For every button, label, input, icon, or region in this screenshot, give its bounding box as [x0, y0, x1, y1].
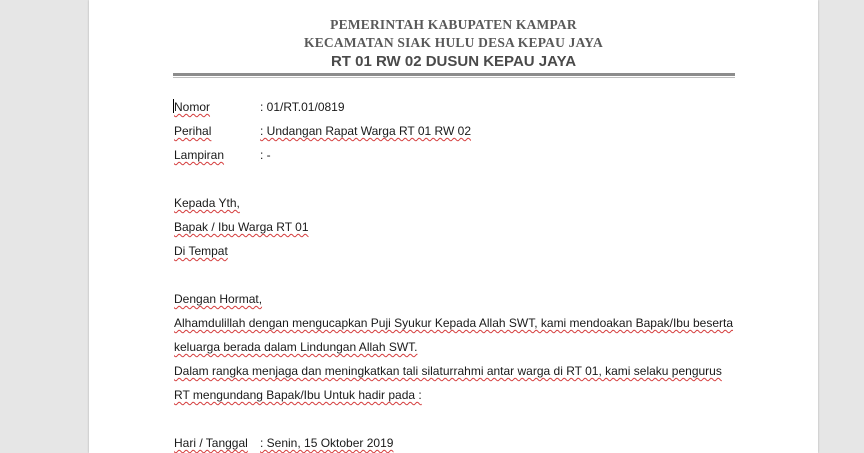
- recipient-line-1: Kepada Yth,: [174, 196, 240, 210]
- letterhead-line-1: PEMERINTAH KABUPATEN KAMPAR: [330, 17, 577, 32]
- paragraph-2-line-2: RT mengundang Bapak/Ibu Untuk hadir pada :: [174, 388, 422, 402]
- perihal-label: Perihal: [174, 124, 212, 138]
- paragraph-1-line-1: Alhamdulillah dengan mengucapkan Puji Syukur Kepada Allah SWT, kami mendoakan Bapak/Ibu beserta: [174, 316, 734, 330]
- letterhead-rule-thick: [173, 73, 735, 76]
- date-label: Hari / Tanggal: [174, 436, 248, 450]
- nomor-row: [174, 100, 345, 114]
- greeting: Dengan Hormat,: [174, 292, 263, 306]
- recipient-line-2: Bapak / Ibu Warga RT 01: [174, 220, 309, 234]
- lampiran-value: : -: [260, 148, 271, 162]
- letterhead-line-3: RT 01 RW 02 DUSUN KEPAU JAYA: [330, 53, 577, 70]
- lampiran-row: [174, 148, 271, 162]
- date-row: [174, 436, 393, 450]
- paragraph-1-line-2: keluarga berada dalam Lindungan Allah SWT.: [174, 340, 418, 354]
- perihal-value: : Undangan Rapat Warga RT 01 RW 02: [260, 124, 472, 138]
- date-value: : Senin, 15 Oktober 2019: [260, 436, 394, 450]
- recipient-line-3: Di Tempat: [174, 244, 228, 258]
- letterhead-rule-thin: [173, 77, 735, 78]
- nomor-value: : 01/RT.01/0819: [260, 100, 345, 114]
- nomor-label: Nomor: [174, 100, 211, 114]
- lampiran-label: Lampiran: [174, 148, 225, 162]
- paragraph-2-line-1: Dalam rangka menjaga dan meningkatkan tali silaturrahmi antar warga di RT 01, kami selaku pengurus: [174, 364, 722, 378]
- document-page[interactable]: [89, 0, 818, 453]
- letterhead-line-2: KECAMATAN SIAK HULU DESA KEPAU JAYA: [304, 35, 603, 50]
- perihal-row: [174, 124, 471, 138]
